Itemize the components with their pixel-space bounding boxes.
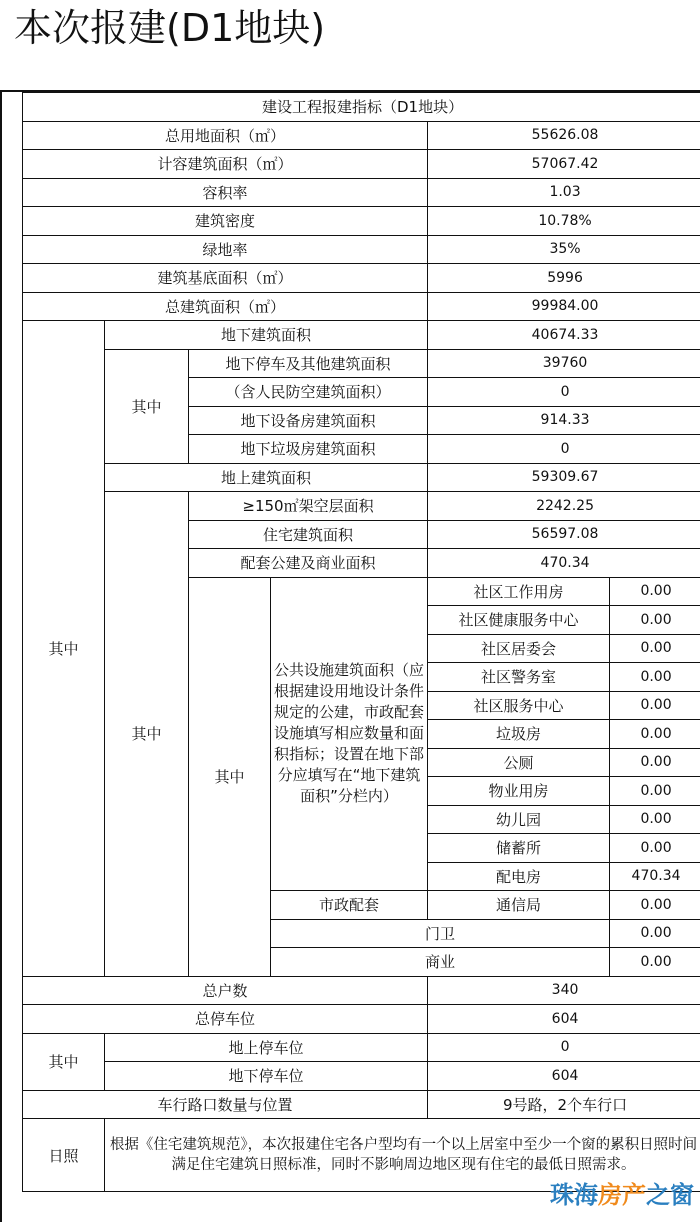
public-facility-desc: 公共设施建筑面积（应根据建设用地设计条件规定的公建，市政配套设施填写相应数量和面积指标；设置在地下部分应填写在“地下建筑面积”分栏内） (271, 577, 428, 891)
table-row (23, 292, 700, 321)
sunlight-text: 根据《住宅建筑规范》，本次报建住宅各户型均有一个以上居室中至少一个窗的累积日照时间满足住宅建筑日照标准，同时不影响周边地区现有住宅的最低日照需求。 (105, 1119, 700, 1192)
row-label: 容积率 (23, 178, 428, 207)
facility-value: 0.00 (610, 834, 700, 863)
row-value: 604 (428, 1062, 700, 1091)
row-value: 914.33 (428, 406, 700, 435)
row-label: 地上建筑面积 (105, 463, 428, 492)
table-row (23, 235, 700, 264)
facility-value: 0.00 (610, 720, 700, 749)
row-value: 2242.25 (428, 492, 700, 521)
group-label: 其中 (23, 1033, 105, 1090)
facility-value: 0.00 (610, 805, 700, 834)
row-label: 日照 (23, 1119, 105, 1192)
row-label: 地下垃圾房建筑面积 (189, 435, 428, 464)
facility-value: 0.00 (610, 948, 700, 977)
row-value: 0 (428, 435, 700, 464)
table-row (23, 492, 700, 521)
row-label: 总用地面积（㎡） (23, 121, 428, 150)
facility-name: 物业用房 (428, 777, 610, 806)
row-value: 59309.67 (428, 463, 700, 492)
table-row (23, 463, 700, 492)
facility-value: 0.00 (610, 577, 700, 606)
facility-name: 社区健康服务中心 (428, 606, 610, 635)
facility-value: 0.00 (610, 748, 700, 777)
facility-name: 商业 (271, 948, 610, 977)
facility-name: 社区服务中心 (428, 691, 610, 720)
watermark-logo: 珠海房产之窗 (550, 1175, 694, 1210)
row-label: 车行路口数量与位置 (23, 1090, 428, 1119)
row-label: 总停车位 (23, 1005, 428, 1034)
facility-name: 社区警务室 (428, 663, 610, 692)
row-value: 35% (428, 235, 700, 264)
row-label: 计容建筑面积（㎡） (23, 150, 428, 179)
group-label: 其中 (189, 577, 271, 976)
row-value: 10.78% (428, 207, 700, 236)
table-row (23, 976, 700, 1005)
group-label: 其中 (23, 321, 105, 977)
row-value: 39760 (428, 349, 700, 378)
row-label: 地下设备房建筑面积 (189, 406, 428, 435)
row-label: 建筑基底面积（㎡） (23, 264, 428, 293)
facility-name: 公厕 (428, 748, 610, 777)
facility-value: 0.00 (610, 777, 700, 806)
table-row (23, 1090, 700, 1119)
row-value: 0 (428, 378, 700, 407)
row-label: 配套公建及商业面积 (189, 549, 428, 578)
row-label: 地下停车及其他建筑面积 (189, 349, 428, 378)
row-value: 470.34 (428, 549, 700, 578)
row-value: 57067.42 (428, 150, 700, 179)
table-row (23, 1033, 700, 1062)
page-title: 本次报建(D1地块) (14, 2, 325, 54)
group-label: 其中 (105, 349, 189, 463)
row-label: 地上停车位 (105, 1033, 428, 1062)
facility-value: 0.00 (610, 691, 700, 720)
row-value: 604 (428, 1005, 700, 1034)
facility-name: 门卫 (271, 919, 610, 948)
group-label: 其中 (105, 492, 189, 977)
facility-name: 配电房 (428, 862, 610, 891)
facility-value: 0.00 (610, 634, 700, 663)
table-row (23, 349, 700, 378)
table-row (23, 264, 700, 293)
facility-name: 社区居委会 (428, 634, 610, 663)
row-value: 1.03 (428, 178, 700, 207)
row-label: （含人民防空建筑面积） (189, 378, 428, 407)
table-row (23, 1062, 700, 1091)
facility-value: 0.00 (610, 919, 700, 948)
row-label: 建筑密度 (23, 207, 428, 236)
row-label: 地下停车位 (105, 1062, 428, 1091)
indicator-table (22, 92, 700, 1192)
row-value: 5996 (428, 264, 700, 293)
row-label: 市政配套 (271, 891, 428, 920)
facility-name: 社区工作用房 (428, 577, 610, 606)
facility-name: 储蓄所 (428, 834, 610, 863)
row-value: 0 (428, 1033, 700, 1062)
row-value: 340 (428, 976, 700, 1005)
row-label: ≥150㎡架空层面积 (189, 492, 428, 521)
table-row (23, 150, 700, 179)
table-row (23, 321, 700, 350)
table-row (23, 121, 700, 150)
row-value: 9号路，2个车行口 (428, 1090, 700, 1119)
row-value: 55626.08 (428, 121, 700, 150)
facility-name: 垃圾房 (428, 720, 610, 749)
table-title: 建设工程报建指标（D1地块） (23, 93, 700, 122)
row-label: 总建筑面积（㎡） (23, 292, 428, 321)
table-row (23, 1005, 700, 1034)
row-label: 地下建筑面积 (105, 321, 428, 350)
row-value: 40674.33 (428, 321, 700, 350)
row-label: 住宅建筑面积 (189, 520, 428, 549)
row-value: 56597.08 (428, 520, 700, 549)
facility-name: 通信局 (428, 891, 610, 920)
table-header-row (23, 93, 700, 122)
facility-value: 470.34 (610, 862, 700, 891)
facility-name: 幼儿园 (428, 805, 610, 834)
table-row (23, 207, 700, 236)
table-row (23, 178, 700, 207)
facility-value: 0.00 (610, 606, 700, 635)
facility-value: 0.00 (610, 663, 700, 692)
row-label: 总户数 (23, 976, 428, 1005)
row-value: 99984.00 (428, 292, 700, 321)
row-label: 绿地率 (23, 235, 428, 264)
facility-value: 0.00 (610, 891, 700, 920)
